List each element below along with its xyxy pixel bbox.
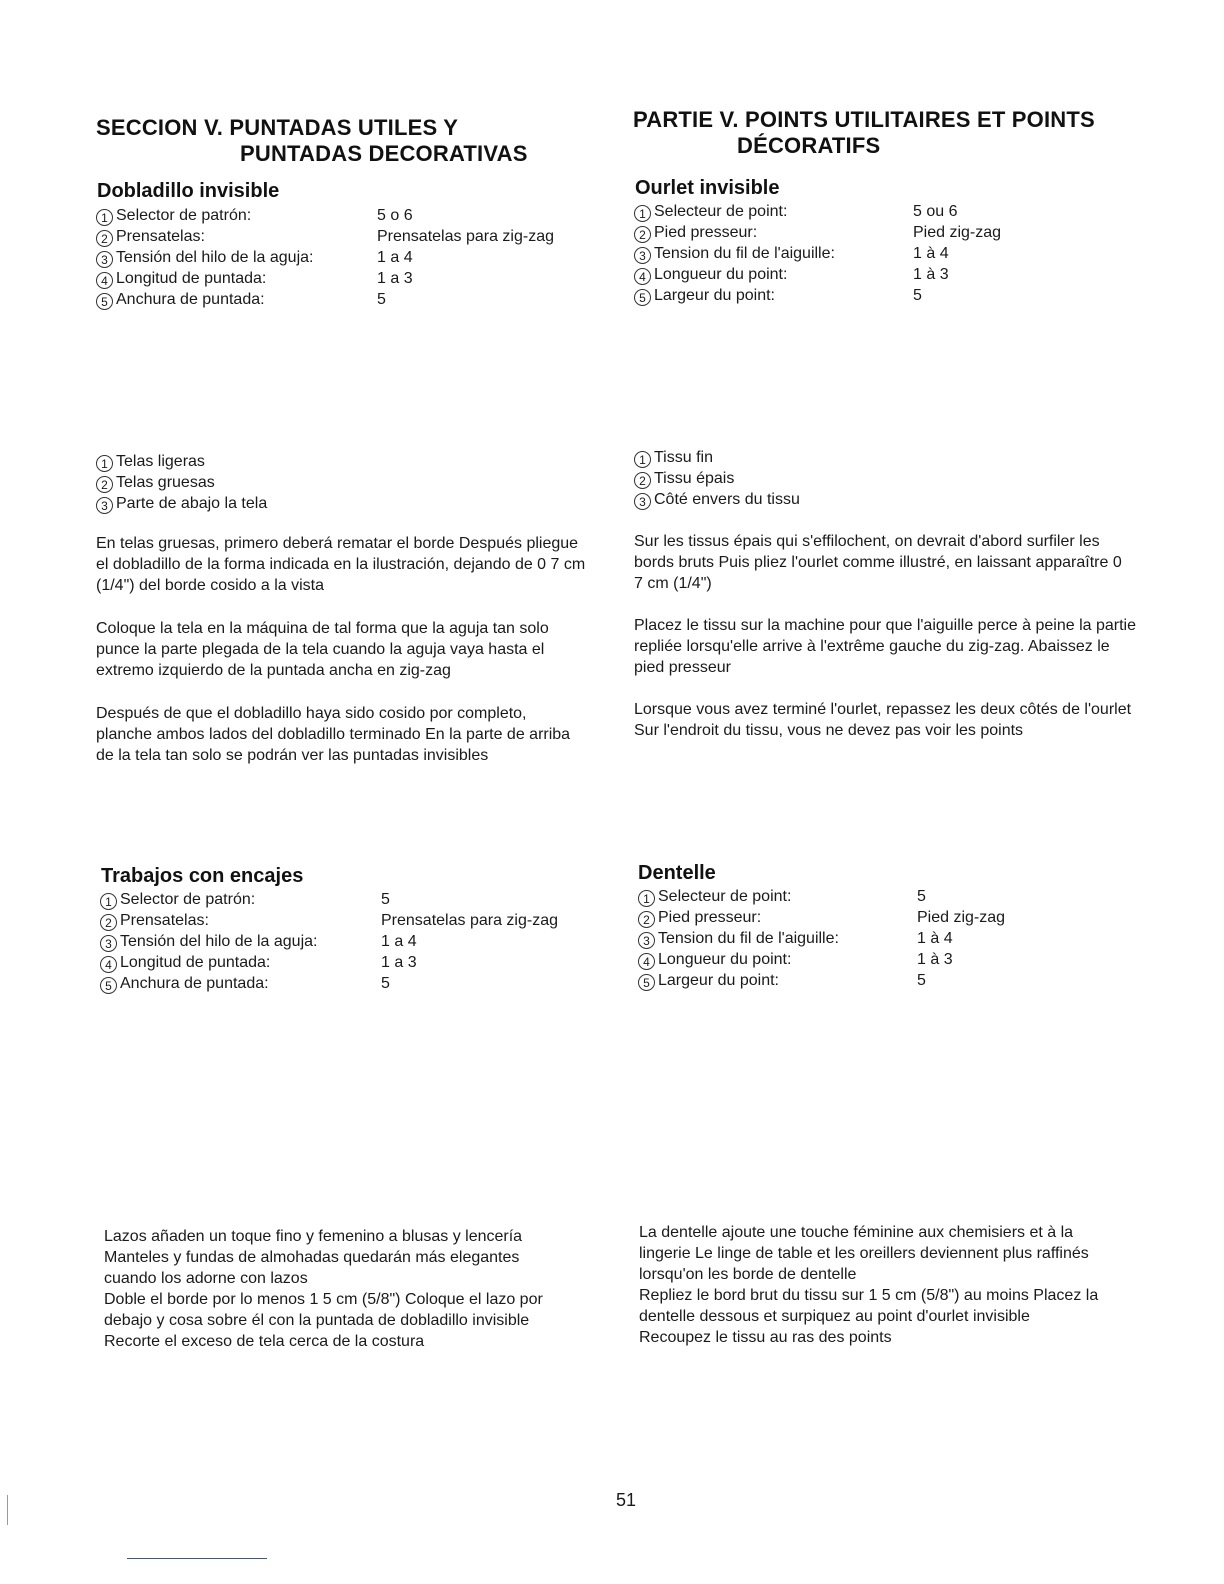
setting-row [634, 243, 1134, 264]
setting-label: Pied presseur: [658, 909, 762, 926]
callout-number: 3 [634, 247, 651, 264]
legend-text: Parte de abajo la tela [116, 495, 268, 512]
text-line: La dentelle ajoute une touche féminine aux chemisiers et à la [639, 1224, 1074, 1241]
setting-row [100, 889, 600, 910]
setting-label: Selecteur de point: [654, 203, 788, 220]
setting-label: Longitud de puntada: [116, 270, 267, 287]
setting-value: 5 [917, 972, 926, 989]
setting-label: Tensión del hilo de la aguja: [116, 249, 314, 266]
section-title-fr-line1: PARTIE V. POINTS UTILITAIRES ET POINTS [633, 107, 1095, 132]
text-line: cuando los adorne con lazos [104, 1270, 308, 1287]
setting-value: 5 [913, 287, 922, 304]
callout-number: 3 [638, 932, 655, 949]
setting-label: Largeur du point: [654, 287, 775, 304]
setting-value: 5 ou 6 [913, 203, 958, 220]
setting-value: 5 o 6 [377, 207, 413, 224]
setting-label: Tension du fil de l'aiguille: [658, 930, 839, 947]
margin-mark [7, 1495, 8, 1525]
setting-row [100, 973, 600, 994]
setting-row [96, 205, 596, 226]
callout-number: 5 [96, 293, 113, 310]
setting-row [638, 907, 1138, 928]
paragraph-es-2: Coloque la tela en la máquina de tal forma que la aguja tan solo punce la parte plegada de la tela cuando la aguja vaya hasta el extremo izquierdo de la puntada ancha en zig-zag [96, 620, 549, 679]
legend-fr-blind-hem [634, 447, 1034, 510]
callout-number: 3 [96, 251, 113, 268]
setting-value: Pied zig-zag [917, 909, 1006, 926]
callout-number: 4 [100, 956, 117, 973]
text-line: Repliez le bord brut du tissu sur 1 5 cm (5/8") au moins Placez la [639, 1287, 1099, 1304]
setting-row [96, 247, 596, 268]
paragraph-es-3: Después de que el dobladillo haya sido cosido por completo, planche ambos lados del dobladillo terminado En la parte de arriba de la tela tan solo se podrán ver las puntadas invisibles [96, 705, 571, 764]
callout-number: 4 [96, 272, 113, 289]
setting-row [634, 264, 1134, 285]
paragraph-fr-1: Sur les tissus épais qui s'effilochent, on devrait d'abord surfiler les bords bruts Puis pliez l'ourlet comme illustré, en laissant apparaître 0 7 cm (1/4") [634, 533, 1122, 592]
setting-row [96, 268, 596, 289]
setting-value: Prensatelas para zig-zag [381, 912, 558, 929]
text-line: lingerie Le linge de table et les oreillers deviennent plus raffinés [639, 1245, 1089, 1262]
setting-value: 1 a 4 [381, 933, 417, 950]
settings-es-lace [100, 889, 600, 994]
callout-number: 5 [100, 977, 117, 994]
setting-row [100, 910, 600, 931]
legend-text: Telas gruesas [116, 474, 215, 491]
setting-row [634, 285, 1134, 306]
page-number: 51 [616, 1490, 637, 1510]
lace-text-es [104, 1226, 604, 1352]
legend-item [96, 451, 496, 472]
legend-item [96, 493, 496, 514]
setting-label: Longitud de puntada: [120, 954, 271, 971]
text-line: Lazos añaden un toque fino y femenino a blusas y lencería [104, 1228, 523, 1245]
callout-number: 1 [100, 893, 117, 910]
callout-number: 1 [634, 451, 651, 468]
setting-row [96, 289, 596, 310]
section-title-es [96, 115, 596, 167]
setting-label: Longueur du point: [654, 266, 788, 283]
section-title-fr [633, 107, 1193, 159]
heading-dentelle: Dentelle [638, 862, 716, 884]
callout-number: 3 [634, 493, 651, 510]
setting-label: Anchura de puntada: [116, 291, 265, 308]
callout-number: 2 [96, 476, 113, 493]
setting-value: 1 à 3 [913, 266, 949, 283]
callout-number: 5 [638, 974, 655, 991]
setting-label: Prensatelas: [120, 912, 209, 929]
callout-number: 2 [100, 914, 117, 931]
setting-value: 5 [917, 888, 926, 905]
settings-fr-blind-hem [634, 201, 1134, 306]
legend-text: Telas ligeras [116, 453, 205, 470]
text-line: Recorte el exceso de tela cerca de la costura [104, 1333, 425, 1350]
callout-number: 1 [96, 209, 113, 226]
text-line: Manteles y fundas de almohadas quedarán más elegantes [104, 1249, 520, 1266]
setting-label: Prensatelas: [116, 228, 205, 245]
heading-ourlet-invisible: Ourlet invisible [635, 177, 780, 199]
settings-es-blind-hem [96, 205, 596, 310]
lace-text-fr [639, 1222, 1179, 1348]
setting-label: Selecteur de point: [658, 888, 792, 905]
setting-label: Tension du fil de l'aiguille: [654, 245, 835, 262]
section-title-fr-line2: DÉCORATIFS [737, 133, 881, 158]
setting-value: 5 [377, 291, 386, 308]
setting-label: Largeur du point: [658, 972, 779, 989]
setting-label: Anchura de puntada: [120, 975, 269, 992]
legend-text: Côté envers du tissu [654, 491, 800, 508]
setting-row [634, 201, 1134, 222]
callout-number: 2 [634, 472, 651, 489]
setting-value: 1 à 4 [917, 930, 953, 947]
text-line: lorsqu'on les borde de dentelle [639, 1266, 857, 1283]
legend-item [96, 472, 496, 493]
legend-item [634, 468, 1034, 489]
callout-number: 2 [638, 911, 655, 928]
setting-label: Selector de patrón: [120, 891, 256, 908]
heading-trabajos-con-encajes: Trabajos con encajes [101, 865, 304, 887]
section-title-es-line2: PUNTADAS DECORATIVAS [240, 141, 528, 166]
section-title-es-line1: SECCION V. PUNTADAS UTILES Y [96, 115, 459, 140]
callout-number: 1 [634, 205, 651, 222]
legend-item [634, 489, 1034, 510]
setting-value: 1 à 3 [917, 951, 953, 968]
setting-value: Prensatelas para zig-zag [377, 228, 554, 245]
setting-label: Tensión del hilo de la aguja: [120, 933, 318, 950]
setting-label: Longueur du point: [658, 951, 792, 968]
legend-text: Tissu épais [654, 470, 735, 487]
setting-value: 1 a 3 [377, 270, 413, 287]
setting-row [638, 886, 1138, 907]
callout-number: 3 [100, 935, 117, 952]
setting-label: Selector de patrón: [116, 207, 252, 224]
paragraph-fr-3: Lorsque vous avez terminé l'ourlet, repassez les deux côtés de l'ourlet Sur l'endroit du tissu, vous ne devez pas voir les points [634, 701, 1132, 739]
text-line: dentelle dessous et surpiquez au point d'ourlet invisible [639, 1308, 1030, 1325]
setting-row [100, 952, 600, 973]
setting-row [100, 931, 600, 952]
setting-value: 5 [381, 975, 390, 992]
footer-rule [127, 1558, 267, 1559]
legend-item [634, 447, 1034, 468]
paragraph-es-1: En telas gruesas, primero deberá rematar el borde Después pliegue el dobladillo de la forma indicada en la ilustración, dejando de 0 7 cm (1/4") del borde cosido a la vista [96, 535, 586, 594]
setting-value: 1 à 4 [913, 245, 949, 262]
callout-number: 5 [634, 289, 651, 306]
callout-number: 3 [96, 497, 113, 514]
callout-number: 2 [634, 226, 651, 243]
callout-number: 1 [638, 890, 655, 907]
callout-number: 2 [96, 230, 113, 247]
legend-text: Tissu fin [654, 449, 713, 466]
text-line: Doble el borde por lo menos 1 5 cm (5/8") Coloque el lazo por [104, 1291, 543, 1308]
setting-row [638, 928, 1138, 949]
setting-value: 5 [381, 891, 390, 908]
callout-number: 4 [638, 953, 655, 970]
text-line: debajo y cosa sobre él con la puntada de dobladillo invisible [104, 1312, 530, 1329]
legend-es-blind-hem [96, 451, 496, 514]
setting-row [638, 970, 1138, 991]
setting-row [638, 949, 1138, 970]
setting-value: 1 a 4 [377, 249, 413, 266]
setting-row [96, 226, 596, 247]
setting-value: 1 a 3 [381, 954, 417, 971]
callout-number: 1 [96, 455, 113, 472]
callout-number: 4 [634, 268, 651, 285]
text-line: Recoupez le tissu au ras des points [639, 1329, 892, 1346]
settings-fr-lace [638, 886, 1138, 991]
setting-row [634, 222, 1134, 243]
heading-dobladillo-invisible: Dobladillo invisible [97, 180, 280, 202]
paragraph-fr-2: Placez le tissu sur la machine pour que l'aiguille perce à peine la partie repliée lorsqu'elle arrive à l'extrême gauche du zig-zag. Abaissez le pied presseur [634, 617, 1137, 676]
setting-value: Pied zig-zag [913, 224, 1002, 241]
setting-label: Pied presseur: [654, 224, 758, 241]
